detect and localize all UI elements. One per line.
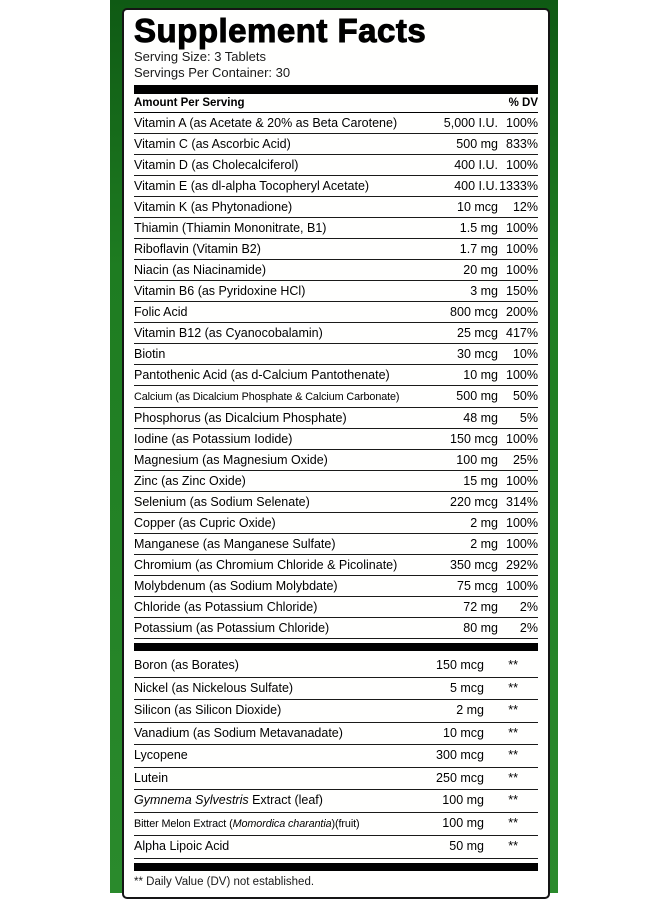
table-row xyxy=(134,678,538,701)
ingredient-name: Magnesium (as Magnesium Oxide) xyxy=(134,452,328,467)
table-row xyxy=(134,513,538,534)
ingredient-name: Pantothenic Acid (as d-Calcium Pantothenate) xyxy=(134,367,390,382)
ingredient-name: Iodine (as Potassium Iodide) xyxy=(134,431,293,446)
ingredient-daily-value: 417% xyxy=(506,325,538,340)
ingredient-name: Bitter Melon Extract (Momordica charantia)(fruit) xyxy=(134,817,360,830)
dv-footnote: ** Daily Value (DV) not established. xyxy=(134,875,315,888)
ingredient-daily-value: 100% xyxy=(506,241,538,256)
ingredient-amount: 2 mg xyxy=(456,703,484,717)
ingredient-amount: 250 mcg xyxy=(436,770,484,785)
ingredient-name: Riboflavin (Vitamin B2) xyxy=(134,241,261,256)
table-row xyxy=(134,597,538,618)
ingredient-amount: 10 mcg xyxy=(457,199,498,214)
ingredient-daily-value: 292% xyxy=(506,557,538,572)
ingredient-name: Selenium (as Sodium Selenate) xyxy=(134,494,310,509)
ingredient-daily-value: 100% xyxy=(506,578,538,593)
table-row xyxy=(134,260,538,281)
ingredient-amount: 72 mg xyxy=(463,599,498,614)
ingredient-name: Vitamin C (as Ascorbic Acid) xyxy=(134,136,291,151)
table-row xyxy=(134,813,538,837)
ingredient-amount: 20 mg xyxy=(463,262,498,277)
ingredient-daily-value: ** xyxy=(508,815,518,830)
table-row xyxy=(134,344,538,365)
ingredient-name: Thiamin (Thiamin Mononitrate, B1) xyxy=(134,220,327,235)
ingredient-name: Biotin xyxy=(134,346,166,361)
table-row xyxy=(134,450,538,471)
ingredient-amount: 48 mg xyxy=(463,410,498,425)
table-row xyxy=(134,239,538,260)
ingredient-amount: 25 mcg xyxy=(457,325,498,340)
ingredient-name: Chromium (as Chromium Chloride & Picolinate) xyxy=(134,557,398,572)
ingredient-amount: 500 mg xyxy=(456,136,498,151)
table-row xyxy=(134,745,538,768)
ingredient-amount: 1.7 mg xyxy=(459,241,498,256)
ingredient-daily-value: 100% xyxy=(506,157,538,172)
ingredient-amount: 15 mg xyxy=(463,473,498,488)
servings-per-container-text: Servings Per Container: 30 xyxy=(134,65,291,80)
ingredient-name: Potassium (as Potassium Chloride) xyxy=(134,620,330,635)
ingredient-name: Phosphorus (as Dicalcium Phosphate) xyxy=(134,410,347,425)
ingredient-daily-value: ** xyxy=(508,680,518,695)
ingredient-amount: 150 mcg xyxy=(436,658,484,672)
ingredient-daily-value: 100% xyxy=(506,515,538,530)
ingredient-daily-value: 25% xyxy=(512,452,538,467)
ingredient-amount: 300 mcg xyxy=(436,748,484,762)
ingredient-daily-value: ** xyxy=(508,725,518,740)
ingredient-amount: 500 mg xyxy=(456,388,498,403)
table-row xyxy=(134,155,538,176)
ingredient-daily-value: 833% xyxy=(506,136,538,151)
thick-divider-bar xyxy=(134,85,538,94)
panel-title: Supplement Facts xyxy=(134,12,427,49)
ingredient-daily-value: 100% xyxy=(506,115,538,130)
ingredient-daily-value: ** xyxy=(508,703,518,717)
ingredient-daily-value: 100% xyxy=(506,367,538,382)
table-row xyxy=(134,365,538,386)
ingredient-daily-value: 2% xyxy=(519,599,538,614)
ingredient-amount: 2 mg xyxy=(470,536,498,551)
table-row xyxy=(134,768,538,791)
ingredient-daily-value: 50% xyxy=(512,388,538,403)
table-row xyxy=(134,386,538,408)
table-row xyxy=(134,618,538,639)
ingredient-name: Vitamin K (as Phytonadione) xyxy=(134,199,293,214)
ingredient-name: Folic Acid xyxy=(134,304,188,319)
ingredient-daily-value: 1333% xyxy=(499,178,538,193)
ingredient-amount: 80 mg xyxy=(463,620,498,635)
table-row xyxy=(134,429,538,450)
table-row xyxy=(134,534,538,555)
ingredient-daily-value: 200% xyxy=(506,304,538,319)
table-row xyxy=(134,836,538,859)
ingredient-daily-value: 314% xyxy=(506,494,538,509)
table-row xyxy=(134,723,538,746)
ingredient-name: Gymnema Sylvestris Extract (leaf) xyxy=(134,793,323,807)
table-row xyxy=(134,655,538,678)
ingredient-daily-value: 10% xyxy=(512,346,538,361)
table-row xyxy=(134,302,538,323)
table-row xyxy=(134,408,538,429)
column-header-percent-dv: % DV xyxy=(508,97,538,109)
table-row xyxy=(134,176,538,197)
ingredient-name: Nickel (as Nickelous Sulfate) xyxy=(134,680,294,695)
ingredient-name: Vanadium (as Sodium Metavanadate) xyxy=(134,725,343,740)
table-row xyxy=(134,323,538,344)
ingredient-daily-value: 100% xyxy=(506,220,538,235)
column-header-amount-per-serving: Amount Per Serving xyxy=(134,97,245,109)
table-row xyxy=(134,197,538,218)
ingredient-name: Niacin (as Niacinamide) xyxy=(134,262,266,277)
ingredient-name: Vitamin B12 (as Cyanocobalamin) xyxy=(134,325,323,340)
ingredient-amount: 100 mg xyxy=(442,793,484,807)
ingredient-amount: 30 mcg xyxy=(457,346,498,361)
ingredient-amount: 150 mcg xyxy=(450,431,498,446)
ingredient-daily-value: 12% xyxy=(512,199,538,214)
ingredient-daily-value: ** xyxy=(508,839,518,853)
ingredient-daily-value: ** xyxy=(508,793,518,807)
ingredient-amount: 5 mcg xyxy=(449,680,484,695)
ingredient-amount: 400 I.U. xyxy=(454,178,498,193)
ingredient-name: Copper (as Cupric Oxide) xyxy=(134,515,276,530)
ingredient-amount: 100 mg xyxy=(456,452,498,467)
table-row xyxy=(134,281,538,302)
table-row xyxy=(134,555,538,576)
table-row xyxy=(134,218,538,239)
ingredient-daily-value: 5% xyxy=(519,410,538,425)
ingredient-name: Lutein xyxy=(134,770,169,785)
ingredient-daily-value: 100% xyxy=(506,431,538,446)
ingredient-amount: 2 mg xyxy=(470,515,498,530)
ingredient-name: Manganese (as Manganese Sulfate) xyxy=(134,536,336,551)
table-row xyxy=(134,700,538,723)
ingredient-name: Silicon (as Silicon Dioxide) xyxy=(134,703,282,717)
ingredient-name: Zinc (as Zinc Oxide) xyxy=(134,473,246,488)
ingredient-name: Lycopene xyxy=(134,748,188,762)
ingredient-daily-value: 100% xyxy=(506,536,538,551)
ingredient-amount: 50 mg xyxy=(449,839,484,853)
ingredient-amount: 3 mg xyxy=(470,283,498,298)
table-row xyxy=(134,790,538,813)
ingredient-daily-value: 100% xyxy=(506,473,538,488)
ingredient-name: Alpha Lipoic Acid xyxy=(134,839,230,853)
ingredient-amount: 10 mg xyxy=(463,367,498,382)
supplement-facts-panel xyxy=(122,8,550,899)
ingredient-name: Vitamin B6 (as Pyridoxine HCl) xyxy=(134,283,306,298)
main-ingredients-table xyxy=(134,113,538,639)
other-ingredients-table xyxy=(134,655,538,859)
ingredient-name: Molybdenum (as Sodium Molybdate) xyxy=(134,578,338,593)
ingredient-daily-value: 100% xyxy=(506,262,538,277)
table-header xyxy=(134,94,538,113)
table-row xyxy=(134,134,538,155)
ingredient-amount: 10 mcg xyxy=(443,725,484,740)
ingredient-daily-value: ** xyxy=(508,658,518,672)
ingredient-name: Calcium (as Dicalcium Phosphate & Calcium Carbonate) xyxy=(134,390,400,403)
table-row xyxy=(134,492,538,513)
ingredient-amount: 800 mcg xyxy=(450,304,498,319)
table-row xyxy=(134,113,538,134)
serving-size-text: Serving Size: 3 Tablets xyxy=(134,49,266,64)
ingredient-name: Vitamin E (as dl-alpha Tocopheryl Acetate) xyxy=(134,178,370,193)
ingredient-name: Vitamin D (as Cholecalciferol) xyxy=(134,157,299,172)
ingredient-amount: 75 mcg xyxy=(457,578,498,593)
ingredient-amount: 5,000 I.U. xyxy=(443,115,498,130)
thick-divider-bar xyxy=(134,863,538,871)
ingredient-daily-value: ** xyxy=(508,748,518,762)
ingredient-name: Chloride (as Potassium Chloride) xyxy=(134,599,318,614)
ingredient-daily-value: 150% xyxy=(506,283,538,298)
thick-divider-bar xyxy=(134,643,538,651)
table-row xyxy=(134,471,538,492)
ingredient-amount: 100 mg xyxy=(442,815,484,830)
ingredient-daily-value: 2% xyxy=(519,620,538,635)
ingredient-amount: 220 mcg xyxy=(450,494,498,509)
ingredient-name: Boron (as Borates) xyxy=(134,658,239,672)
ingredient-daily-value: ** xyxy=(508,770,518,785)
ingredient-amount: 1.5 mg xyxy=(459,220,498,235)
ingredient-amount: 350 mcg xyxy=(450,557,498,572)
ingredient-name: Vitamin A (as Acetate & 20% as Beta Carotene) xyxy=(134,115,398,130)
ingredient-amount: 400 I.U. xyxy=(454,157,498,172)
table-row xyxy=(134,576,538,597)
